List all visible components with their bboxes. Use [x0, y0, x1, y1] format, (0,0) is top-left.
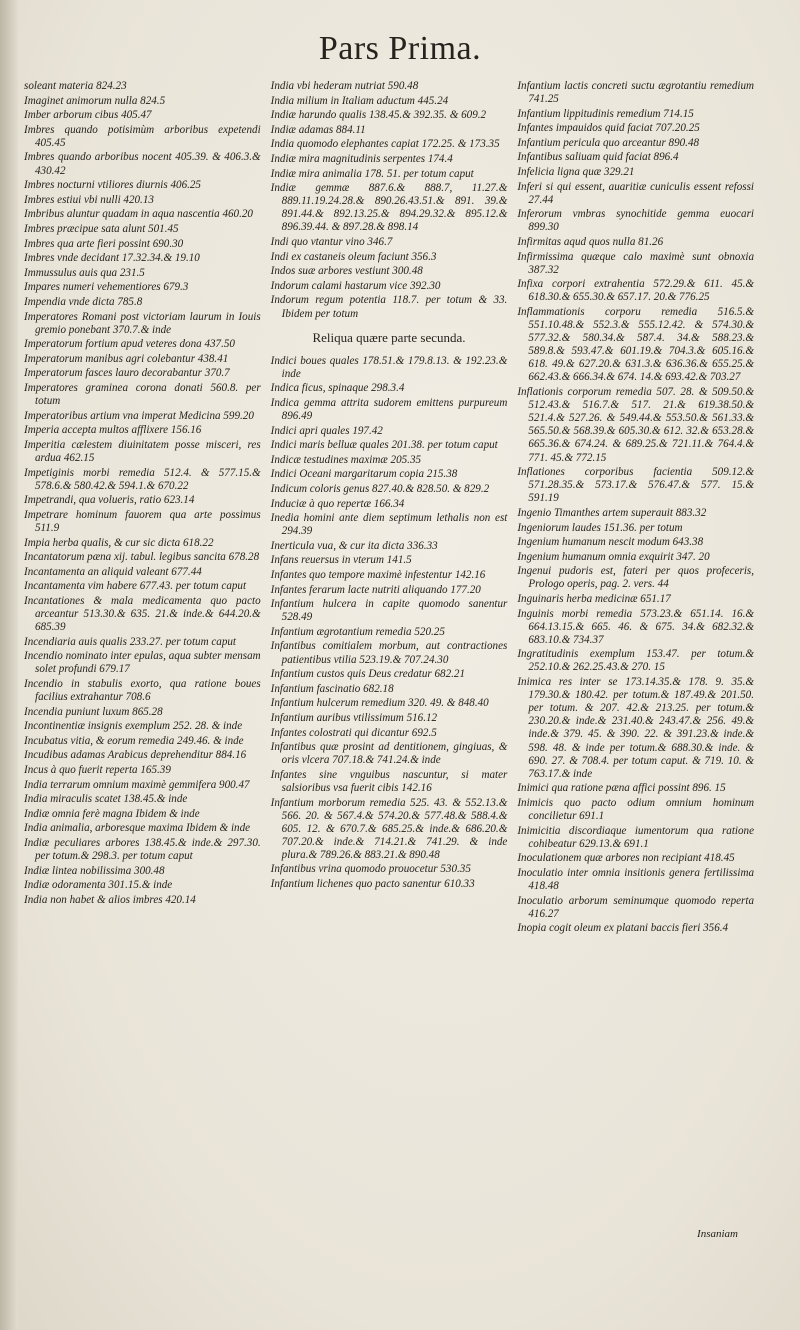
index-entry: Infantes impauidos quid faciat 707.20.25 — [517, 122, 700, 135]
index-entry: Impetiginis morbi remedia 512.4. & 577.15.& 578.6.& 580.42.& 594.1.& 670.22 — [24, 466, 261, 492]
index-entry: Indorum regum potentia 118.7. per totum & 33. Ibidem per totum — [270, 294, 508, 320]
index-entry: Inoculatio inter omnia insitionis genera fertilissima 418.48 — [517, 866, 755, 892]
index-entry: Infantibus vrina quomodo prouocetur 530.35 — [270, 863, 471, 876]
index-entry: Ingenium humanum nescit modum 643.38 — [517, 536, 704, 549]
index-entry: Imbres estiui vbi nulli 420.13 — [24, 193, 154, 206]
index-entry: Imperitia cælestem diuinitatem posse misceri, res ardua 462.15 — [24, 438, 261, 464]
index-entry: Impares numeri vehementiores 679.3 — [24, 281, 189, 294]
index-entry: Infixa corpori extrahentia 572.29.& 611. 45.& 618.30.& 655.30.& 657.17. 20.& 776.25 — [517, 278, 755, 304]
index-entry: Ingenio Timanthes artem superauit 883.32 — [517, 506, 707, 519]
index-entry: soleant materia 824.23 — [24, 80, 127, 92]
index-entry: Infantium lichenes quo pacto sanentur 610.33 — [270, 878, 475, 891]
index-columns — [24, 80, 754, 1250]
index-entry: Indi ex castaneis oleum faciunt 356.3 — [270, 250, 437, 263]
index-entry: Inguinaris herba medicinæ 651.17 — [517, 592, 671, 605]
index-entry: Ingratitudinis exemplum 153.47. per totum.& 252.10.& 262.25.43.& 270. 15 — [517, 648, 755, 674]
index-entry: Indiæ mira magnitudinis serpentes 174.4 — [270, 152, 453, 165]
index-entry: Indiæ omnia ferè magna Ibidem & inde — [24, 807, 200, 820]
index-entry: Immussulus auis qua 231.5 — [24, 266, 145, 279]
index-entry: Infantium hulcerum remedium 320. 49. & 848.40 — [270, 697, 489, 710]
index-entry: Ingenium humanum omnia exquirit 347. 20 — [517, 550, 710, 563]
index-entry: Inferorum vmbras synochitide gemma euocari 899.30 — [517, 208, 755, 234]
index-entry: Imperatorum manibus agri colebantur 438.41 — [24, 352, 229, 365]
index-entry: Infantibus comitialem morbum, aut contractiones patientibus vtilia 523.19.& 707.24.30 — [270, 640, 508, 666]
index-entry: Indorum calami hastarum vice 392.30 — [270, 279, 441, 292]
section-note: Reliqua quære parte secunda. — [312, 329, 466, 345]
index-entry: Impetrare hominum fauorem qua arte possimus 511.9 — [24, 508, 261, 534]
index-entry: Indiæ peculiares arbores 138.45.& inde.& 297.30. per totum.& 298.3. per totum caput — [24, 836, 261, 863]
index-entry: Indici Oceani margaritarum copia 215.38 — [270, 468, 458, 481]
index-entry: Impia herba qualis, & cur sic dicta 618.22 — [24, 536, 214, 549]
index-entry: Inerticula vua, & cur ita dicta 336.33 — [270, 539, 438, 552]
index-entry: Inimica res inter se 173.14.35.& 178. 9. 35.& 179.30.& 180.42. per totum.& 187.49.& 201.50. per totum. & 207. 42.& 213.25. per totum.& 230.20.& inde.& 231.40.& 243.47.& 256. 49.& inde.& 379. 45. & 390. 22. & 391.23.& inde.& 598. 48. & inde per totum.& 688.30.& inde. & 690. 27. & 708.4. per totum caput. & 719. 10. & 763.17.& inde — [517, 676, 755, 780]
index-entry: Indici maris belluæ quales 201.38. per totum caput — [270, 439, 498, 452]
index-entry: Inflammationis corporu remedia 516.5.& 551.10.48.& 552.3.& 555.12.42. & 574.30.& 577.32.& 580.34.& 587.4. 34.& 588.23.& 589.8.& 593.47.& 601.19.& 704.3.& 605.16.& 618. 49.& 627.20.& 631.3.& 636.36.& 655.25.& 662.43.& 666.34.& 674. 14.& 693.42.& 703.27 — [517, 306, 755, 384]
binding-gutter — [0, 0, 18, 1330]
index-entry: Indiæ odoramenta 301.15.& inde — [24, 879, 173, 892]
index-entry: Indiæ adamas 884.11 — [270, 123, 366, 136]
index-entry: Infantium pericula quo arceantur 890.48 — [517, 136, 700, 149]
index-entry: Inimici qua ratione pæna affici possint 896. 15 — [517, 782, 726, 795]
index-entry: India non habet & alios imbres 420.14 — [24, 893, 196, 906]
index-entry: Indicæ testudines maximæ 205.35 — [270, 453, 422, 466]
index-column-1 — [24, 80, 261, 1250]
index-entry: Incantamenta an aliquid valeant 677.44 — [24, 565, 202, 578]
index-entry: Inflationis corporum remedia 507. 28. & 509.50.& 512.43.& 516.7.& 517. 21.& 619.38.50.& 521.4.& 527.26. & 549.44.& 553.50.& 561.33.& 565.50.& 568.39.& 605.30.& 612. 32.& 653.28.& 665.36.& 674.24. & 689.25.& 721.11.& 764.4.& 771. 45.& 772.15 — [517, 386, 755, 464]
index-entry: Infantibus quæ prosint ad dentitionem, gingiuas, & oris vlcera 707.18.& 741.24.& inde — [270, 741, 508, 767]
index-entry: Infantes quo tempore maximè infestentur 142.16 — [270, 569, 486, 581]
index-entry: Imperatorum fasces lauro decorabantur 370.7 — [24, 367, 230, 380]
index-entry: India quomodo elephantes capiat 172.25. & 173.35 — [270, 138, 500, 151]
index-entry: Inimicis quo pacto odium omnium hominum concilietur 691.1 — [517, 796, 755, 822]
index-entry: Imperatoribus artium vna imperat Medicina 599.20 — [24, 409, 254, 422]
index-entry: Infantium fascinatio 682.18 — [270, 682, 394, 695]
index-entry: Indos suæ arbores vestiunt 300.48 — [270, 265, 423, 278]
index-entry: Incontinentiæ insignis exemplum 252. 28. & inde — [24, 720, 243, 733]
index-entry: Incendia puniunt luxum 865.28 — [24, 705, 163, 718]
index-entry: Infantes ferarum lacte nutriti aliquando 177.20 — [270, 583, 481, 596]
index-entry: Imbres præcipue sata alunt 501.45 — [24, 222, 179, 235]
index-entry: Imbres quando potisimùm arboribus expetendi 405.45 — [24, 123, 261, 149]
index-entry: Imperatores Romani post victoriam laurum in Iouis gremio ponebant 370.7.& inde — [24, 310, 261, 336]
index-entry: Infans reuersus in vterum 141.5 — [270, 554, 412, 567]
index-entry: Infantium morborum remedia 525. 43. & 552.13.& 566. 20. & 567.4.& 574.20.& 577.48.& 588.4.& 605. 12. & 670.7.& 685.25.& inde.& 686.20.& 707.20.& inde.& 714.21.& 741.29. & inde plura.& 789.26.& 883.21.& 890.48 — [270, 796, 508, 861]
index-entry: Induciæ à quo repertæ 166.34 — [270, 497, 405, 510]
index-entry: Impendia vnde dicta 785.8 — [24, 295, 143, 308]
index-entry: Infirmissima quæque calo maximè sunt obnoxia 387.32 — [517, 250, 755, 276]
index-entry: Imber arborum cibus 405.47 — [24, 109, 152, 122]
index-entry: Indica gemma attrita sudorem emittens purpureum 896.49 — [270, 396, 508, 422]
index-entry: Indici apri quales 197.42 — [270, 424, 383, 437]
index-entry: Infantium custos quis Deus credatur 682.21 — [270, 668, 466, 681]
index-entry: Incudibus adamas Arabicus deprehenditur 884.16 — [24, 749, 247, 762]
index-entry: Infantibus saliuam quid faciat 896.4 — [517, 151, 679, 164]
index-entry: Inguinis morbi remedia 573.23.& 651.14. 16.& 664.13.15.& 665. 46. & 675. 34.& 682.32.& 683.10.& 734.37 — [517, 607, 755, 646]
index-entry: India animalia, arboresque maxima Ibidem & inde — [24, 822, 251, 835]
page-header: Pars Prima. — [318, 30, 482, 67]
index-entry: India vbi hederam nutriat 590.48 — [270, 80, 419, 92]
index-entry: Impetrandi, qua volueris, ratio 623.14 — [24, 494, 195, 507]
index-entry: Inoculationem quæ arbores non recipiant 418.45 — [517, 852, 735, 865]
index-entry: Incantatorum pæna xij. tabul. legibus sancita 678.28 — [24, 551, 260, 564]
index-entry: Imbribus aluntur quadam in aqua nascentia 460.20 — [24, 208, 253, 221]
index-entry: Imbres vnde decidant 17.32.34.& 19.10 — [24, 252, 200, 265]
index-column-3 — [517, 80, 754, 1250]
index-entry: India miraculis scatet 138.45.& inde — [24, 793, 188, 806]
index-entry: Incendio in stabulis exorto, qua ratione boues facilius extrahantur 708.6 — [24, 677, 261, 704]
index-entry: Incubatus vitia, & eorum remedia 249.46. & inde — [24, 734, 244, 747]
index-entry: Indici boues quales 178.51.& 179.8.13. & 192.23.& inde — [270, 354, 508, 380]
index-entry: Imperia accepta multos afflixere 156.16 — [24, 424, 202, 437]
index-entry: Inopia cogit oleum ex platani baccis fieri 356.4 — [517, 922, 729, 935]
index-entry: Infantium ægrotantium remedia 520.25 — [270, 625, 445, 638]
index-entry: Infantium lactis concreti suctu ægrotantiu remedium 741.25 — [517, 80, 755, 106]
index-entry: Imaginet animorum nulla 824.5 — [24, 94, 166, 107]
index-entry: Imperatorum fortium apud veteres dona 437.50 — [24, 338, 235, 351]
index-entry: Incendio nominato inter epulas, aqua subter mensam solet profundi 679.17 — [24, 650, 261, 676]
index-entry: Inimicitia discordiaque iumentorum qua ratione cohibeatur 629.13.& 691.1 — [517, 824, 755, 850]
index-entry: Ingeniorum laudes 151.36. per totum — [517, 521, 683, 534]
index-entry: Infantes sine vnguibus nascuntur, si mater salsioribus vsa fuerit cibis 142.16 — [270, 768, 508, 794]
index-column-2 — [271, 80, 508, 1250]
index-entry: India terrarum omnium maximè gemmifera 900.47 — [24, 778, 250, 791]
index-entry: Incendiaria auis qualis 233.27. per totum caput — [24, 635, 237, 648]
index-entry: Incantamenta vim habere 677.43. per totum caput — [24, 580, 247, 593]
index-entry: Infirmitas aqud quos nulla 81.26 — [517, 236, 664, 249]
index-entry: Inoculatio arborum seminumque quomodo reperta 416.27 — [517, 894, 755, 920]
index-entry: Incus à quo fuerit reperta 165.39 — [24, 764, 171, 776]
index-entry: Indiæ lintea nobilissima 300.48 — [24, 864, 165, 877]
catchword: Insaniam — [697, 1228, 738, 1240]
index-entry: Indica ficus, spinaque 298.3.4 — [270, 382, 405, 395]
index-entry: Infantium lippitudinis remedium 714.15 — [517, 107, 694, 120]
index-entry: Infantes colostrati qui dicantur 692.5 — [270, 726, 437, 739]
index-entry: Infelicia ligna quæ 329.21 — [517, 166, 635, 179]
index-entry: Indicum coloris genus 827.40.& 828.50. & 829.2 — [270, 482, 490, 495]
index-entry: Infantium hulcera in capite quomodo sanentur 528.49 — [270, 598, 508, 624]
index-entry: Inedia homini ante diem septimum lethalis non est 294.39 — [270, 512, 508, 538]
index-entry: Inflationes corporibus facientia 509.12.& 571.28.35.& 573.17.& 576.47.& 577. 15.& 591.19 — [517, 466, 755, 505]
index-entry: Ingenui pudoris est, fateri per quos profeceris, Prologo operis, pag. 2. vers. 44 — [517, 565, 755, 591]
index-entry: Indiæ mira animalia 178. 51. per totum caput — [270, 167, 474, 180]
index-entry: Imbres qua arte fieri possint 690.30 — [24, 237, 184, 250]
index-entry: Infantium auribus vtilissimum 516.12 — [270, 711, 438, 724]
index-entry: Incantationes & mala medicamenta quo pacto arceantur 513.30.& 635. 21.& inde.& 644.20.& 685.39 — [24, 594, 261, 634]
index-entry: Inferi si qui essent, auaritiæ cuniculis essent refossi 27.44 — [517, 180, 755, 206]
index-entry: Imperatores graminea corona donati 560.8. per totum — [24, 381, 261, 408]
index-entry: Indiæ harundo qualis 138.45.& 392.35. & 609.2 — [270, 109, 487, 122]
index-entry: Indi quo vtantur vino 346.7 — [270, 236, 393, 249]
index-entry: Indiæ gemmæ 887.6.& 888.7, 11.27.& 889.11.19.24.28.& 890.26.43.51.& 891. 39.& 891.44.& 892.13.25.& 894.29.32.& 895.12.& 896.39.44. & 897.28.& 898.14 — [270, 182, 508, 234]
index-entry: Imbres nocturni vtiliores diurnis 406.25 — [24, 179, 201, 192]
index-entry: Imbres quando arboribus nocent 405.39. & 406.3.& 430.42 — [24, 151, 261, 177]
index-entry: India milium in Italiam aductum 445.24 — [270, 94, 449, 107]
